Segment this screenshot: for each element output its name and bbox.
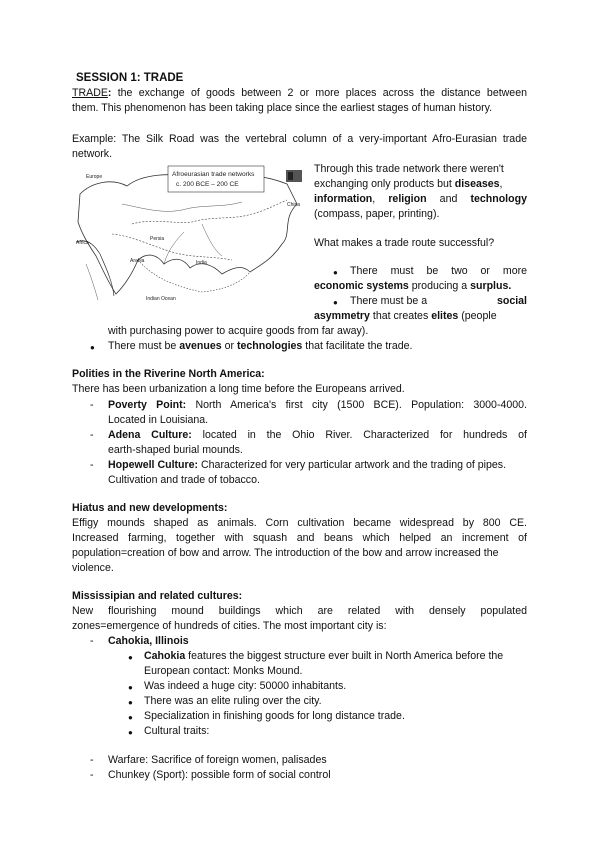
riverine-intro: There has been urbanization a long time before the Europeans arrived.	[72, 383, 405, 395]
bullet1-line2-text: producing a	[408, 280, 471, 292]
bullet1-line2	[314, 279, 511, 294]
cahokia-bold: Cahokia	[144, 650, 186, 662]
hopewell-line1	[108, 458, 506, 473]
economic-systems-bold: economic systems	[314, 280, 409, 292]
bullet3-mid: or	[221, 340, 237, 352]
bullet3-post: that facilitate the trade.	[302, 340, 413, 352]
through-line3-comma: ,	[372, 193, 376, 205]
trade-definition-line2: them. This phenomenon has been taking place since the earliest stages of human history.	[72, 102, 493, 114]
map-label-india: India	[196, 260, 207, 266]
technology-bold: technology	[470, 193, 527, 205]
bullet-marker: ●	[90, 343, 95, 352]
cahokia-sub1-line2: European contact: Monks Mound.	[144, 665, 303, 677]
map-label-china: China	[287, 202, 301, 208]
bullet-marker: ●	[128, 728, 133, 737]
bullet2-line3: with purchasing power to acquire goods from far away).	[108, 325, 369, 337]
bullet2-line2-post: (people	[458, 310, 497, 322]
map-label-europe: Europe	[86, 174, 103, 180]
cahokia-sub3: There was an elite ruling over the city.	[144, 695, 322, 707]
poverty-point-line2: Located in Louisiana.	[108, 414, 209, 426]
cahokia-sub5: Cultural traits:	[144, 725, 210, 737]
trade-colon: :	[107, 87, 112, 99]
hiatus-heading: Hiatus and new developments:	[72, 502, 228, 514]
map-title-line2: c. 200 BCE – 200 CE	[176, 181, 239, 188]
map-label-arabia: Arabia	[130, 258, 145, 264]
hiatus-line1: Effigy mounds shaped as animals. Corn cultivation became widespread by 800 CE.	[72, 517, 527, 529]
social-bold: social	[496, 295, 527, 307]
bullet2-line2-text: that creates	[369, 310, 432, 322]
dash-marker: -	[90, 399, 94, 411]
map-label-africa: Africa	[76, 240, 89, 246]
map-title-line1: Afroeurasian trade networks	[172, 171, 255, 178]
trade-definition-text: the exchange of goods between 2 or more places across the distance between	[117, 87, 527, 99]
dash-marker: -	[90, 429, 94, 441]
bullet-marker: ●	[128, 653, 133, 662]
cahokia-heading: Cahokia, Illinois	[108, 635, 189, 647]
through-line3	[314, 192, 527, 207]
afroeurasian-trade-map	[72, 164, 308, 308]
adena-line2: earth-shaped burial mounds.	[108, 444, 243, 456]
hopewell-line2: Cultivation and trade of tobacco.	[108, 474, 260, 486]
poverty-point-text: North America's first city (1500 BCE). Population: 3000-4000.	[195, 399, 527, 411]
dash-marker: -	[90, 459, 94, 471]
bullet-marker: ●	[128, 683, 133, 692]
through-line2-text: exchanging only products but	[314, 178, 455, 190]
surplus-bold: surplus.	[470, 280, 512, 292]
mississipian-line2: zones=emergence of hundreds of cities. The most important city is:	[72, 620, 387, 632]
riverine-heading: Polities in the Riverine North America:	[72, 368, 265, 380]
map-label-persia: Persia	[150, 236, 165, 242]
bullet-marker: ●	[333, 268, 338, 277]
bullet-marker: ●	[333, 298, 338, 307]
mississipian-heading: Mississipian and related cultures:	[72, 590, 243, 602]
hiatus-line2: Increased farming, together with squash and beans which helped an increment of	[72, 532, 527, 544]
dash-marker: -	[90, 769, 94, 781]
cahokia-sub1-text: features the biggest structure ever built in North America before the	[185, 650, 504, 662]
avenues-bold: avenues	[179, 340, 222, 352]
trade-route-question: What makes a trade route successful?	[314, 237, 495, 249]
bullet2-line1	[350, 294, 527, 309]
diseases-bold: diseases	[454, 178, 500, 190]
information-bold: information	[314, 193, 373, 205]
bullet1-line1: There must be two or more	[350, 265, 527, 277]
hopewell-name: Hopewell Culture:	[108, 459, 199, 471]
trait-warfare: Warfare: Sacrifice of foreign women, palisades	[108, 754, 327, 766]
example-line1: Example: The Silk Road was the vertebral column of a very-important Afro-Eurasian trade	[72, 133, 527, 145]
cahokia-sub2: Was indeed a huge city: 50000 inhabitants.	[144, 680, 347, 692]
cahokia-sub4: Specialization in finishing goods for long distance trade.	[144, 710, 405, 722]
hiatus-line3: population=creation of bow and arrow. The introduction of the bow and arrow increased the	[72, 547, 499, 559]
bullet2-pre: There must be a	[350, 295, 428, 307]
bullet2-line2	[314, 309, 497, 324]
cahokia-sub1-line1	[144, 649, 503, 664]
adena-line1	[108, 428, 527, 443]
elites-bold: elites	[431, 310, 459, 322]
bullet3-pre: There must be	[108, 340, 180, 352]
through-line2-comma: ,	[499, 178, 503, 190]
technologies-bold: technologies	[236, 340, 303, 352]
mississipian-line1: New flourishing mound buildings which are related with densely populated	[72, 605, 527, 617]
through-line1: Through this trade network there weren't	[314, 163, 504, 175]
through-line4: (compass, paper, printing).	[314, 208, 440, 220]
poverty-point-line1	[108, 398, 527, 413]
bullet3	[108, 339, 412, 354]
dash-marker: -	[90, 635, 94, 647]
through-line3-and: and	[439, 193, 458, 205]
adena-text: located in the Ohio River. Characterized for hundreds of	[202, 429, 527, 441]
trait-chunkey: Chunkey (Sport): possible form of social control	[108, 769, 331, 781]
example-line2: network.	[72, 148, 113, 160]
bullet2-line1-text	[350, 294, 476, 309]
asymmetry-bold: asymmetry	[314, 310, 370, 322]
through-line2	[314, 177, 502, 192]
bullet-marker: ●	[128, 713, 133, 722]
through-line3-part1	[314, 192, 375, 207]
poverty-point-name: Poverty Point:	[108, 399, 187, 411]
bullet-marker: ●	[128, 698, 133, 707]
trade-definition-line1	[72, 86, 527, 101]
map-label-indian-ocean: Indian Ocean	[146, 296, 176, 302]
adena-name: Adena Culture:	[108, 429, 192, 441]
hiatus-line4: violence.	[72, 562, 114, 574]
religion-bold: religion	[388, 193, 427, 205]
hopewell-text: Characterized for very particular artwork and the trading of pipes.	[201, 459, 507, 471]
page-title: SESSION 1: TRADE	[76, 72, 184, 84]
dash-marker: -	[90, 754, 94, 766]
trade-term: TRADE	[72, 87, 108, 99]
